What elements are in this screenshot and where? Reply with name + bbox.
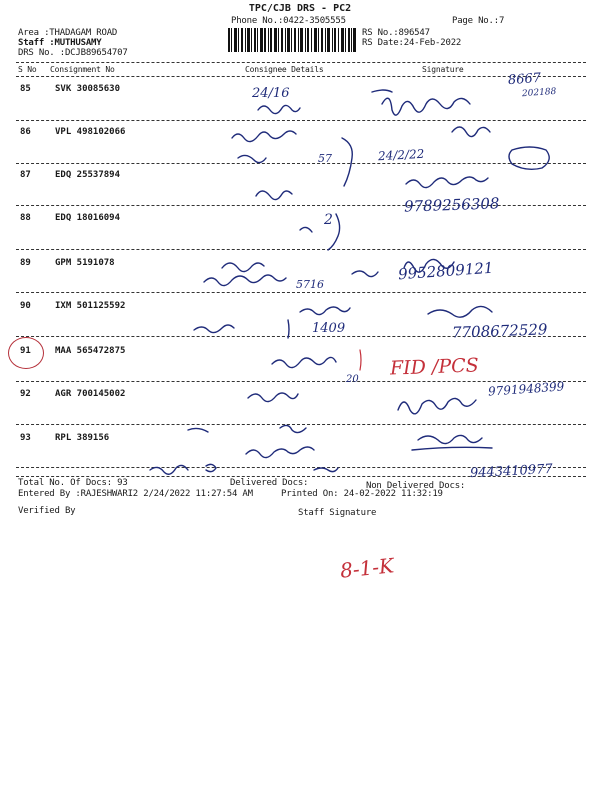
col-sno: S No	[18, 65, 37, 74]
handwritten-red-note: FID /PCS	[389, 354, 480, 380]
row-number: 87	[20, 170, 31, 180]
header-divider-bottom	[16, 76, 586, 77]
rs-date: RS Date:24-Feb-2022	[362, 38, 462, 48]
area-label: Area :THADAGAM ROAD	[18, 28, 118, 38]
row-divider	[16, 381, 586, 382]
handwritten-note: 2	[324, 212, 333, 228]
row-divider	[16, 205, 586, 206]
row-number: 91	[20, 346, 31, 356]
header-divider-top	[16, 62, 586, 63]
row-number: 86	[20, 127, 31, 137]
handwritten-phone: 9791948399	[487, 379, 565, 399]
consignment-number: IXM 501125592	[55, 301, 126, 311]
document-title: TPC/CJB DRS - PC2	[248, 3, 352, 14]
entered-by: Entered By :RAJESHWARI2 2/24/2022 11:27:54 AM	[18, 489, 253, 499]
printed-on: Printed On: 24-02-2022 11:32:19	[281, 489, 443, 499]
delivered-docs: Delivered Docs:	[230, 478, 309, 488]
row-number: 88	[20, 213, 31, 223]
handwritten-date: 24/2/22	[377, 146, 425, 164]
handwritten-note: 57	[318, 152, 332, 165]
col-consignment: Consignment No	[50, 65, 115, 74]
handwritten-note: 202188	[521, 86, 557, 100]
barcode-image	[228, 28, 356, 52]
page-number: Page No.:7	[452, 16, 505, 26]
row-divider	[16, 292, 586, 293]
row-divider	[16, 424, 586, 425]
staff-label: Staff :MUTHUSAMY	[18, 38, 102, 48]
handwritten-phone: 9789256308	[403, 194, 500, 216]
row-number: 89	[20, 258, 31, 268]
consignment-number: AGR 700145002	[55, 389, 126, 399]
total-docs: Total No. Of Docs: 93	[18, 478, 128, 488]
phone-number: Phone No.:0422-3505555	[231, 16, 346, 26]
non-delivered-docs: Non Delivered Docs:	[366, 481, 466, 491]
row-divider	[16, 163, 586, 164]
handwritten-phone: 9443410977	[469, 461, 554, 482]
drs-number: DRS No. :DCJB89654707	[18, 48, 128, 58]
row-highlight-circle	[8, 337, 44, 369]
row-number: 93	[20, 433, 31, 443]
row-number: 85	[20, 84, 31, 94]
consignment-number: VPL 498102066	[55, 127, 126, 137]
verified-by: Verified By	[18, 506, 76, 516]
handwritten-phone: 9952809121	[397, 258, 494, 284]
handwritten-note: 5716	[296, 278, 324, 291]
handwritten-note: 1409	[312, 321, 346, 336]
row-divider	[16, 120, 586, 121]
handwritten-red-note: 8-1-K	[338, 553, 396, 583]
col-consignee: Consignee Details	[245, 65, 324, 74]
row-divider	[16, 249, 586, 250]
rs-number: RS No.:896547	[362, 28, 430, 38]
handwritten-date: 24/16	[252, 86, 290, 101]
staff-signature-label: Staff Signature	[298, 508, 377, 518]
consignment-number: SVK 30085630	[55, 84, 121, 94]
consignment-number: EDQ 25537894	[55, 170, 121, 180]
consignment-number: EDQ 18016094	[55, 213, 121, 223]
handwritten-note: 8667	[507, 70, 542, 89]
row-number: 92	[20, 389, 31, 399]
consignment-number: MAA 565472875	[55, 346, 126, 356]
consignment-number: GPM 5191078	[55, 258, 115, 268]
col-signature: Signature	[422, 65, 464, 74]
consignment-number: RPL 389156	[55, 433, 110, 443]
handwritten-note: 20	[346, 374, 359, 385]
handwritten-phone: 7708672529	[451, 320, 548, 342]
row-number: 90	[20, 301, 31, 311]
